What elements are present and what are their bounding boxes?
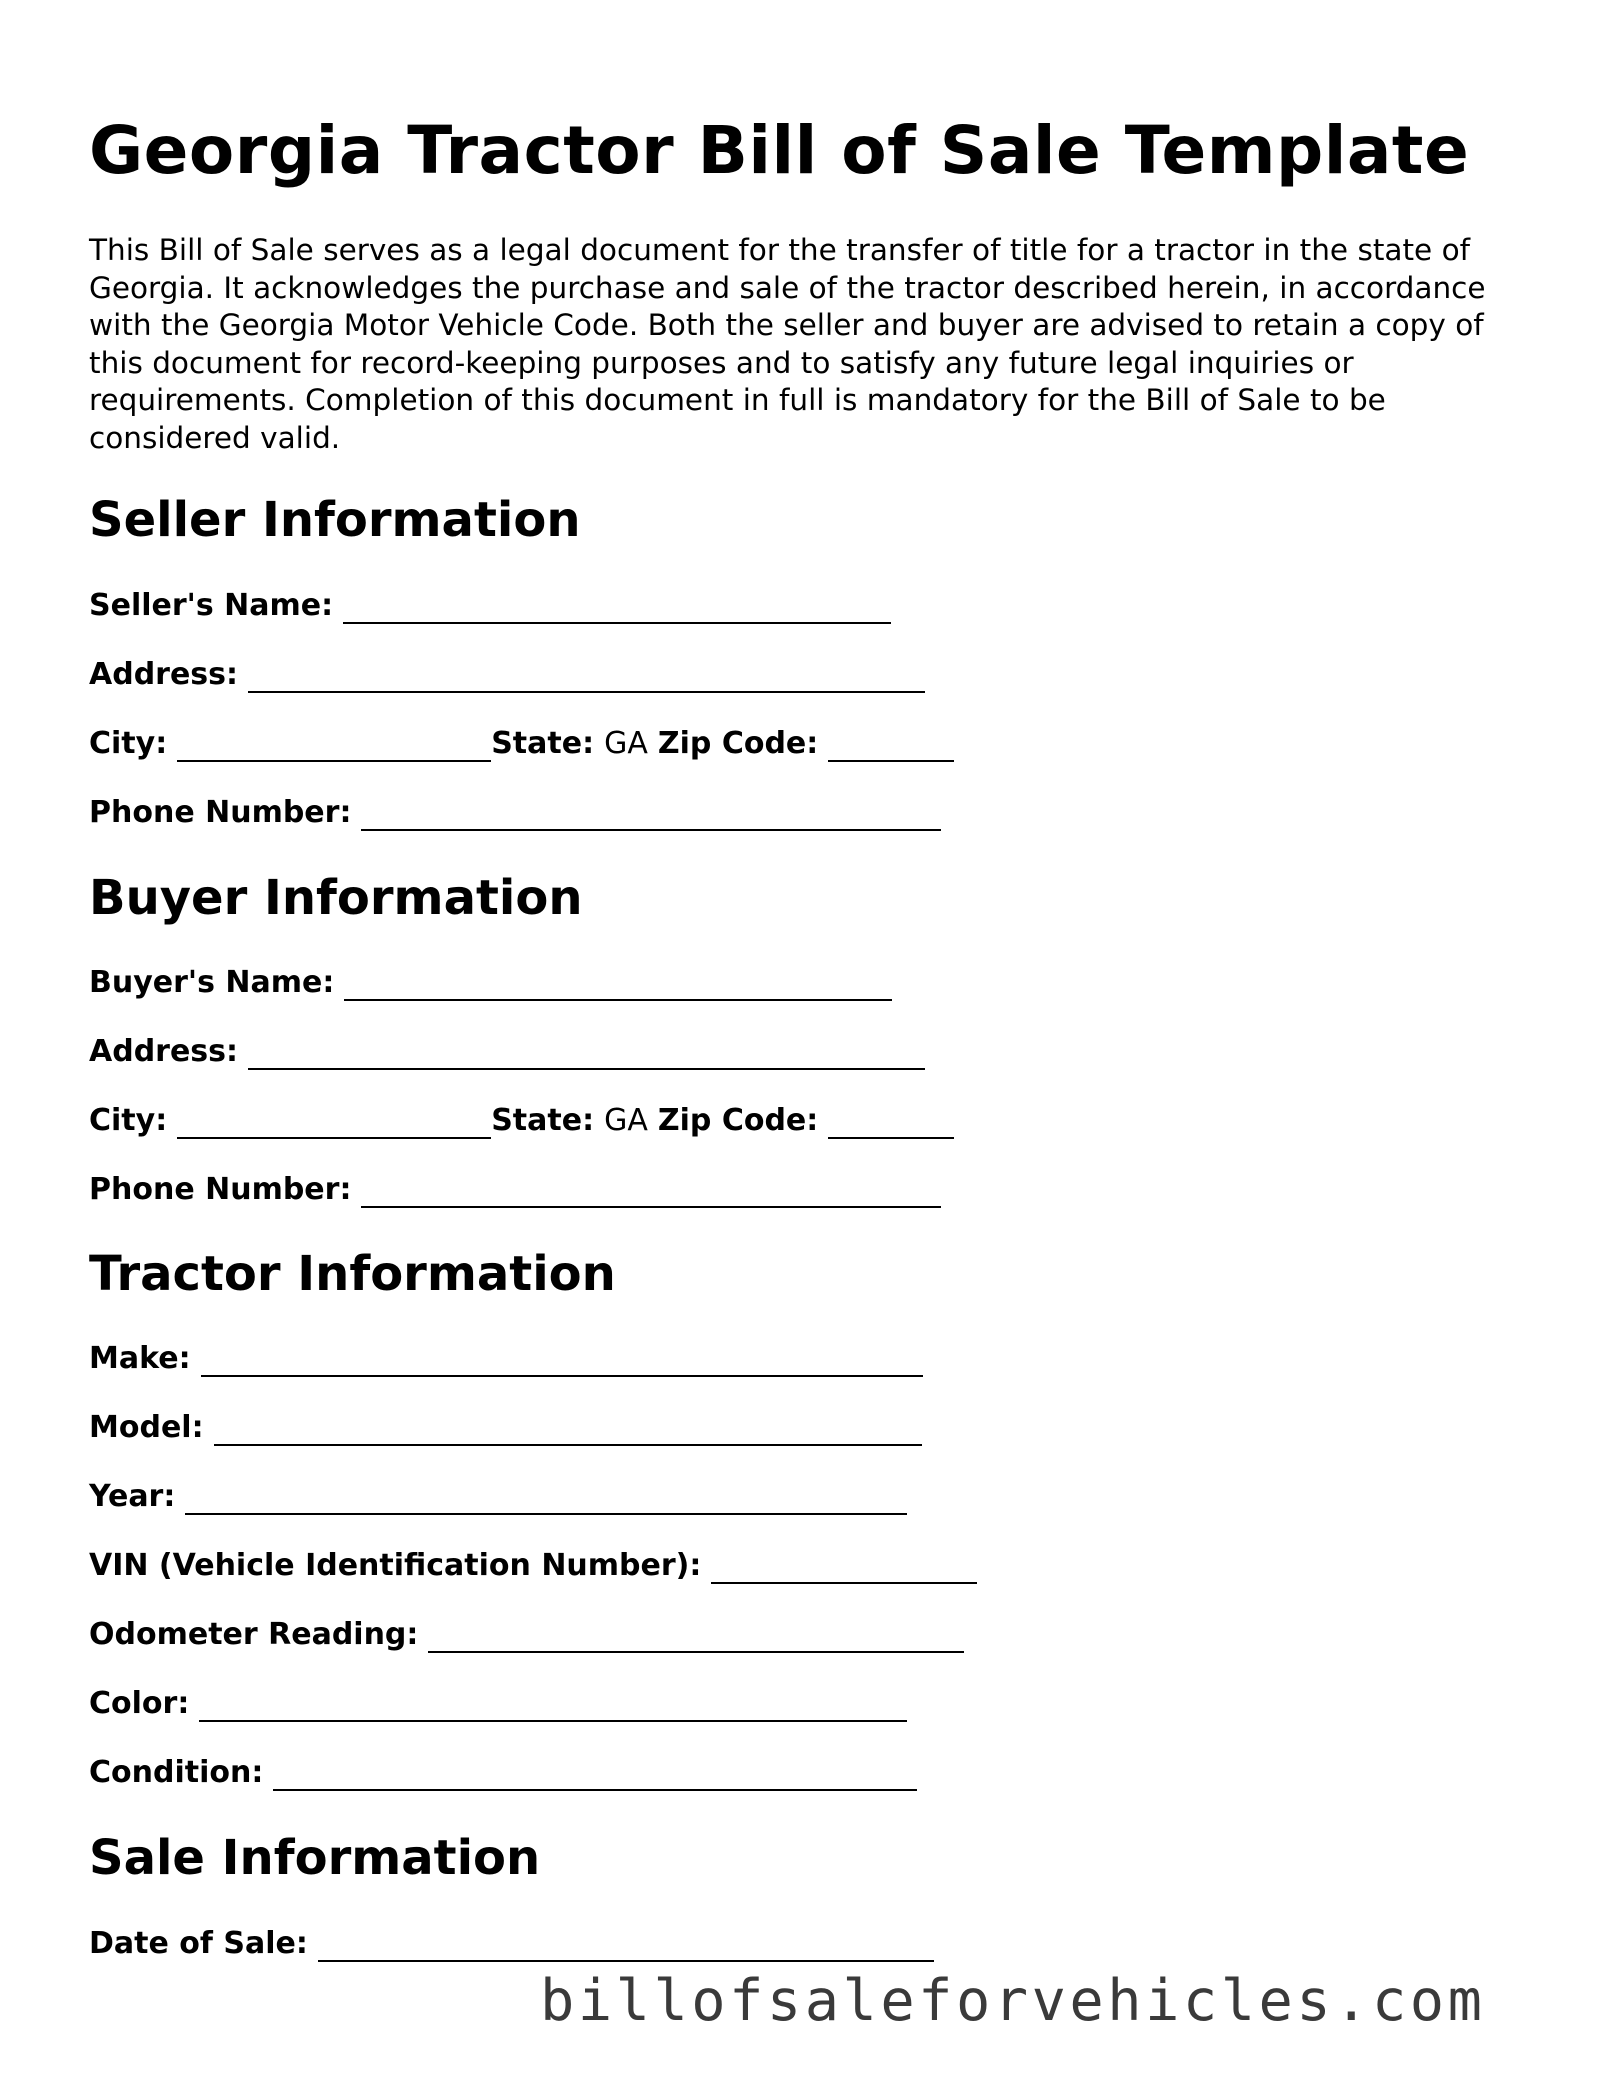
intro-paragraph: This Bill of Sale serves as a legal document for the transfer of title for a tractor in the state of Georgia. It acknowledges the purchase and sale of the tractor described herein, in accordance with the Georgia Motor Vehicle Code. Both the seller and buyer are advised to retain a copy of this document for record-keeping purposes and to satisfy any future legal inquiries or requirements. Completion of this document in full is mandatory for the Bill of Sale to be considered valid. [89,233,1486,455]
tractor-make-row [89,1341,923,1377]
tractor-color-label: Color: [89,1686,190,1721]
buyer-phone-label: Phone Number: [89,1172,352,1207]
buyer-name-row [89,965,892,1001]
tractor-make-label: Make: [89,1341,191,1376]
sale-date-label: Date of Sale: [89,1926,308,1961]
tractor-model-label: Model: [89,1410,204,1445]
tractor-condition-row [89,1755,917,1791]
buyer-section-heading: Buyer Information [89,870,583,926]
sale-date-field[interactable] [318,1932,934,1962]
seller-phone-label: Phone Number: [89,795,352,830]
buyer-address-field[interactable] [248,1040,925,1070]
tractor-year-row [89,1479,907,1515]
seller-zip-label: Zip Code: [657,726,819,761]
tractor-section-heading: Tractor Information [89,1246,616,1302]
buyer-city-field[interactable] [177,1109,491,1139]
seller-city-row [89,726,954,762]
tractor-color-field[interactable] [199,1692,907,1722]
buyer-phone-row [89,1172,941,1208]
tractor-condition-label: Condition: [89,1755,264,1790]
buyer-zip-label: Zip Code: [657,1103,819,1138]
buyer-state-label: State: [491,1103,595,1138]
buyer-state-value: GA [604,1103,648,1138]
seller-address-field[interactable] [248,663,925,693]
tractor-odometer-row [89,1617,964,1653]
tractor-condition-field[interactable] [273,1761,917,1791]
seller-section-heading: Seller Information [89,492,581,548]
tractor-make-field[interactable] [201,1347,923,1377]
tractor-vin-row [89,1548,977,1584]
seller-zip-field[interactable] [828,732,954,762]
seller-name-row [89,588,891,624]
seller-address-label: Address: [89,657,239,692]
seller-name-field[interactable] [343,594,891,624]
sale-section-heading: Sale Information [89,1830,541,1886]
document-title: Georgia Tractor Bill of Sale Template [89,112,1470,189]
tractor-vin-field[interactable] [711,1554,977,1584]
sale-date-row [89,1926,934,1962]
tractor-year-label: Year: [89,1479,176,1514]
seller-city-field[interactable] [177,732,491,762]
tractor-vin-label: VIN (Vehicle Identification Number): [89,1548,702,1583]
tractor-year-field[interactable] [185,1485,907,1515]
seller-name-label: Seller's Name: [89,588,334,623]
seller-address-row [89,657,925,693]
tractor-model-field[interactable] [214,1416,922,1446]
buyer-phone-field[interactable] [361,1178,941,1208]
tractor-odometer-field[interactable] [428,1623,964,1653]
buyer-name-field[interactable] [344,971,892,1001]
seller-state-label: State: [491,726,595,761]
buyer-city-label: City: [89,1103,168,1138]
buyer-zip-field[interactable] [828,1109,954,1139]
seller-phone-field[interactable] [361,801,941,831]
buyer-address-label: Address: [89,1034,239,1069]
site-watermark: billofsaleforvehicles.com [540,1968,1486,2034]
buyer-name-label: Buyer's Name: [89,965,335,1000]
seller-phone-row [89,795,941,831]
tractor-odometer-label: Odometer Reading: [89,1617,419,1652]
seller-state-value: GA [604,726,648,761]
tractor-model-row [89,1410,922,1446]
seller-city-label: City: [89,726,168,761]
tractor-color-row [89,1686,907,1722]
buyer-address-row [89,1034,925,1070]
buyer-city-row [89,1103,954,1139]
